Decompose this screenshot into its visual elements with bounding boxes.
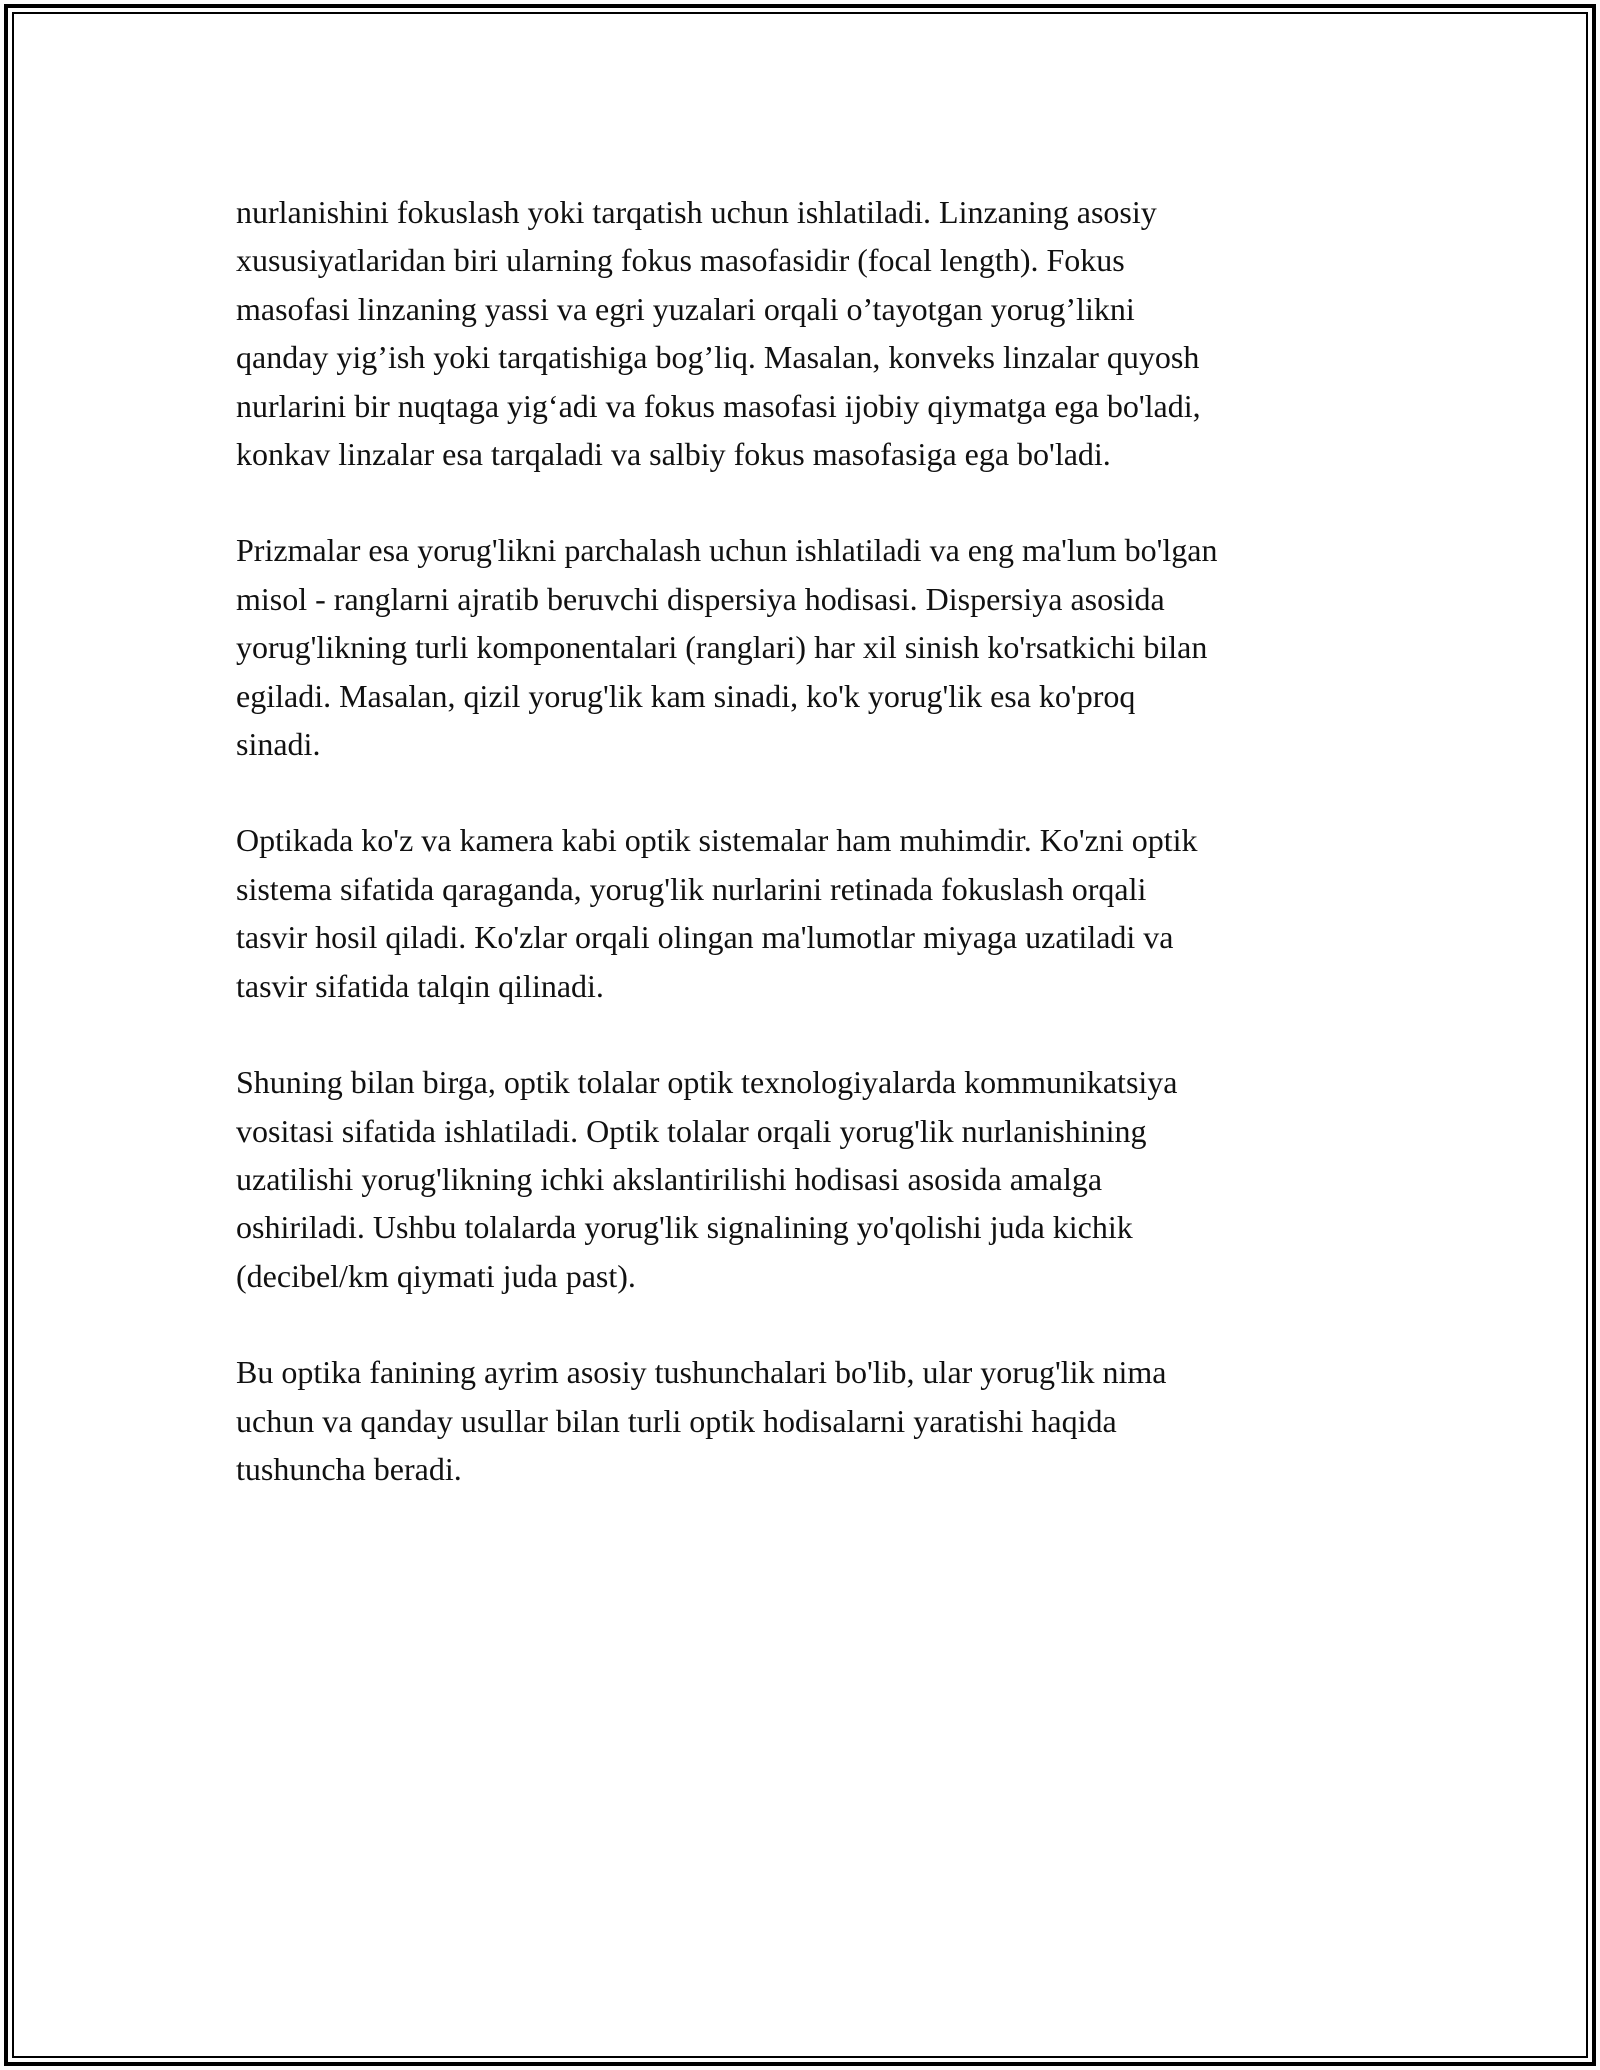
paragraph-lenses — [236, 188, 1376, 478]
text-line: vositasi sifatida ishlatiladi. Optik tolalar orqali yorug'lik nurlanishining — [236, 1112, 1147, 1149]
text-line: oshiriladi. Ushbu tolalarda yorug'lik signalining yo'qolishi juda kichik — [236, 1209, 1133, 1246]
text-line: uzatilishi yorug'likning ichki akslantirilishi hodisasi asosida amalga — [236, 1160, 1103, 1197]
paragraph-optical-fibers — [236, 1058, 1376, 1300]
text-line: sistema sifatida qaraganda, yorug'lik nurlarini retinada fokuslash orqali — [236, 870, 1147, 907]
text-line: xususiyatlaridan biri ularning fokus masofasidir (focal length). Fokus — [236, 242, 1125, 279]
paragraph-conclusion — [236, 1348, 1376, 1493]
text-line: (decibel/km qiymati juda past). — [236, 1257, 636, 1294]
text-line: nurlarini bir nuqtaga yig‘adi va fokus masofasi ijobiy qiymatga ega bo'ladi, — [236, 387, 1201, 424]
text-line: yorug'likning turli komponentalari (ranglari) har xil sinish ko'rsatkichi bilan — [236, 629, 1208, 666]
text-line: tushuncha beradi. — [236, 1450, 462, 1487]
text-line: Shuning bilan birga, optik tolalar optik texnologiyalarda kommunikatsiya — [236, 1064, 1178, 1101]
text-line: qanday yig’ish yoki tarqatishiga bog’liq. Masalan, konveks linzalar quyosh — [236, 339, 1200, 376]
text-line: uchun va qanday usullar bilan turli optik hodisalarni yaratishi haqida — [236, 1402, 1117, 1439]
text-line: Optikada ko'z va kamera kabi optik sistemalar ham muhimdir. Ko'zni optik — [236, 822, 1198, 859]
text-line: tasvir sifatida talqin qilinadi. — [236, 967, 604, 1004]
text-line: Bu optika fanining ayrim asosiy tushunchalari bo'lib, ular yorug'lik nima — [236, 1354, 1167, 1391]
text-line: nurlanishini fokuslash yoki tarqatish uchun ishlatiladi. Linzaning asosiy — [236, 194, 1157, 230]
text-line: masofasi linzaning yassi va egri yuzalari orqali o’tayotgan yorug’likni — [236, 290, 1135, 327]
paragraph-eye-camera — [236, 816, 1376, 1010]
paragraph-prisms — [236, 526, 1376, 768]
text-line: sinadi. — [236, 726, 321, 763]
text-line: egiladi. Masalan, qizil yorug'lik kam sinadi, ko'k yorug'lik esa ko'proq — [236, 677, 1136, 714]
text-line: konkav linzalar esa tarqaladi va salbiy fokus masofasiga ega bo'ladi. — [236, 436, 1111, 473]
text-line: Prizmalar esa yorug'likni parchalash uchun ishlatiladi va eng ma'lum bo'lgan — [236, 532, 1218, 569]
text-line: tasvir hosil qiladi. Ko'zlar orqali olingan ma'lumotlar miyaga uzatiladi va — [236, 919, 1174, 956]
document-body — [236, 188, 1376, 1541]
text-line: misol - ranglarni ajratib beruvchi dispersiya hodisasi. Dispersiya asosida — [236, 580, 1165, 617]
